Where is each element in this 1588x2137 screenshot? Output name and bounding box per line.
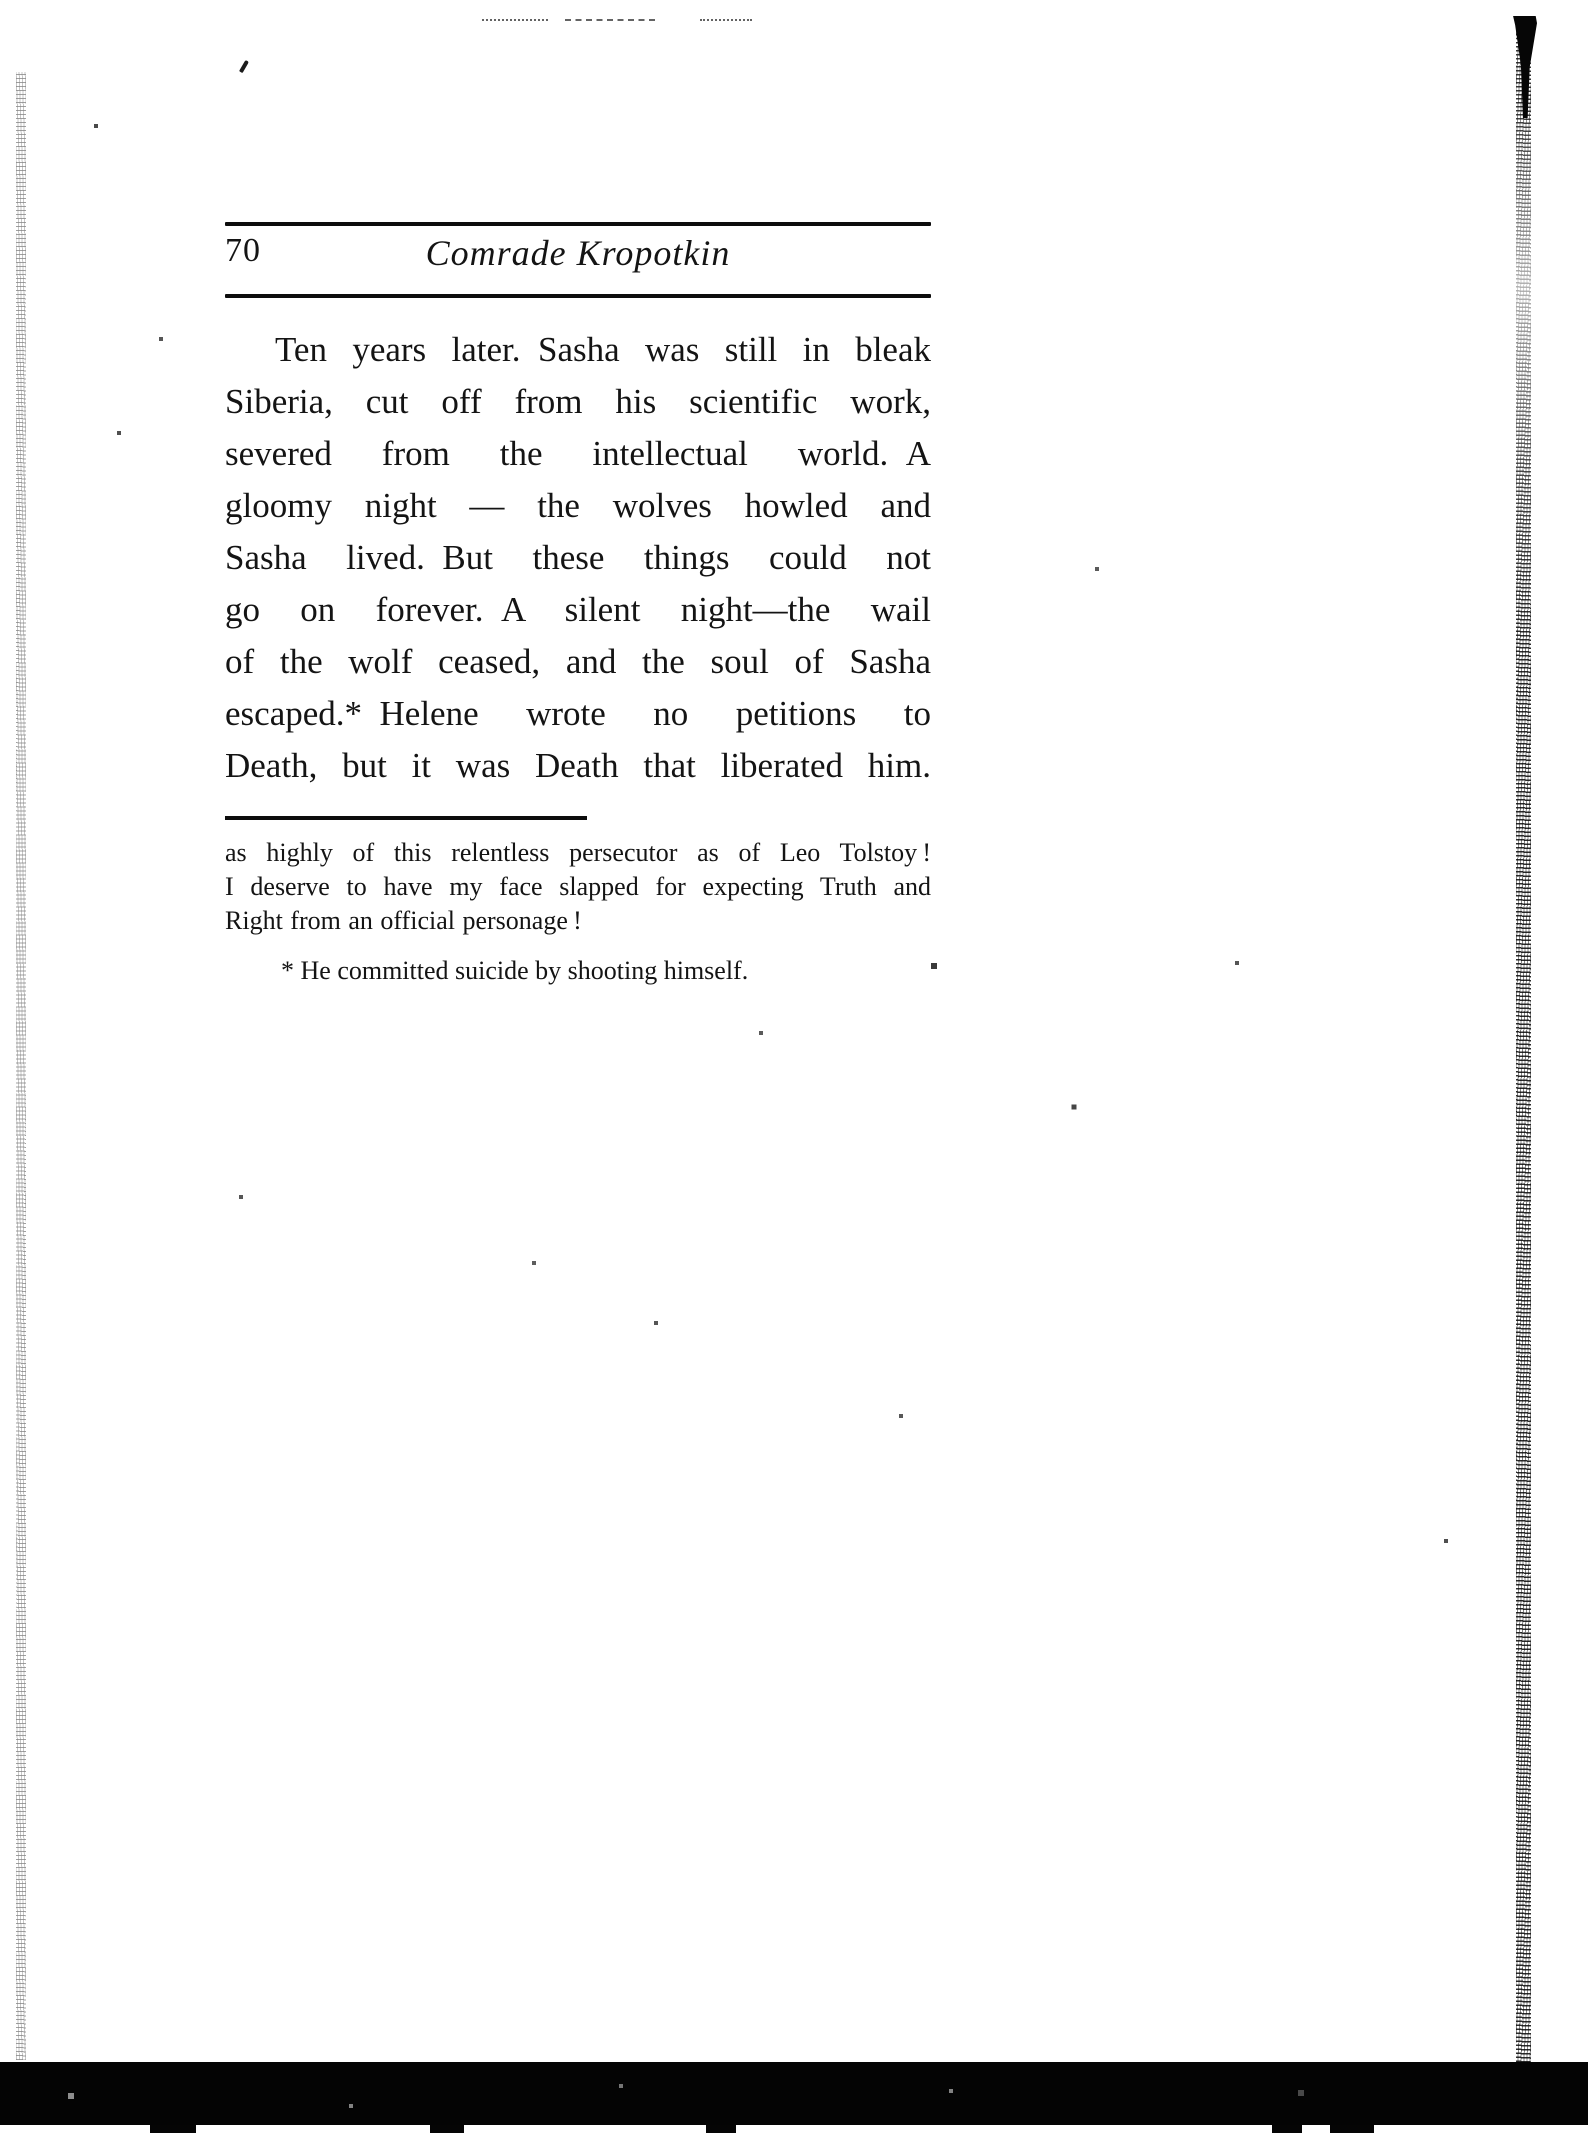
footnote-line: as highly of this relentless persecutor as of Leo Tolstoy ! (225, 838, 931, 867)
page-content (225, 222, 931, 988)
body-line: Ten years later. Sasha was still in bleak (275, 330, 931, 369)
pen-mark (239, 60, 249, 73)
body-line: Death, but it was Death that liberated him. (225, 746, 931, 785)
scan-dust-mark (482, 19, 548, 21)
scan-band-tab (706, 2125, 736, 2133)
book-gutter-top-wedge (1511, 16, 1537, 118)
scan-band-specks (0, 0, 2, 2)
scan-left-edge-noise (16, 72, 26, 2060)
page-number: 70 (225, 232, 261, 269)
running-header (225, 222, 931, 298)
scan-band-tab (430, 2125, 464, 2133)
running-title: Comrade Kropotkin (425, 233, 731, 273)
body-line: of the wolf ceased, and the soul of Sasha (225, 642, 931, 681)
footnote-line: I deserve to have my face slapped for expecting Truth and (225, 872, 931, 901)
scan-dust-mark (700, 19, 752, 21)
header-row (225, 226, 931, 294)
scan-band-tab (150, 2125, 196, 2133)
body-line: Siberia, cut off from his scientific work, (225, 382, 931, 421)
scan-band-tab (1272, 2125, 1302, 2133)
body-line: go on forever. A silent night—the wail (225, 590, 931, 629)
footnote-asterisk-note: * He committed suicide by shooting himself. (281, 956, 749, 985)
body-line: gloomy night — the wolves howled and (225, 486, 931, 525)
scan-band-tab (1330, 2125, 1374, 2133)
scan-dust-mark (565, 19, 655, 21)
footnote (225, 836, 931, 988)
header-rule-bottom (225, 294, 931, 298)
body-line: escaped.* Helene wrote no petitions to (225, 694, 931, 733)
book-gutter-shadow (1516, 22, 1531, 2062)
footnote-line: Right from an official personage ! (225, 906, 582, 935)
footnote-separator-rule (225, 816, 587, 820)
body-text (225, 324, 931, 792)
body-line: Sasha lived. But these things could not (225, 538, 931, 577)
scan-bottom-black-band (0, 2062, 1588, 2125)
body-line: severed from the intellectual world. A (225, 434, 931, 473)
